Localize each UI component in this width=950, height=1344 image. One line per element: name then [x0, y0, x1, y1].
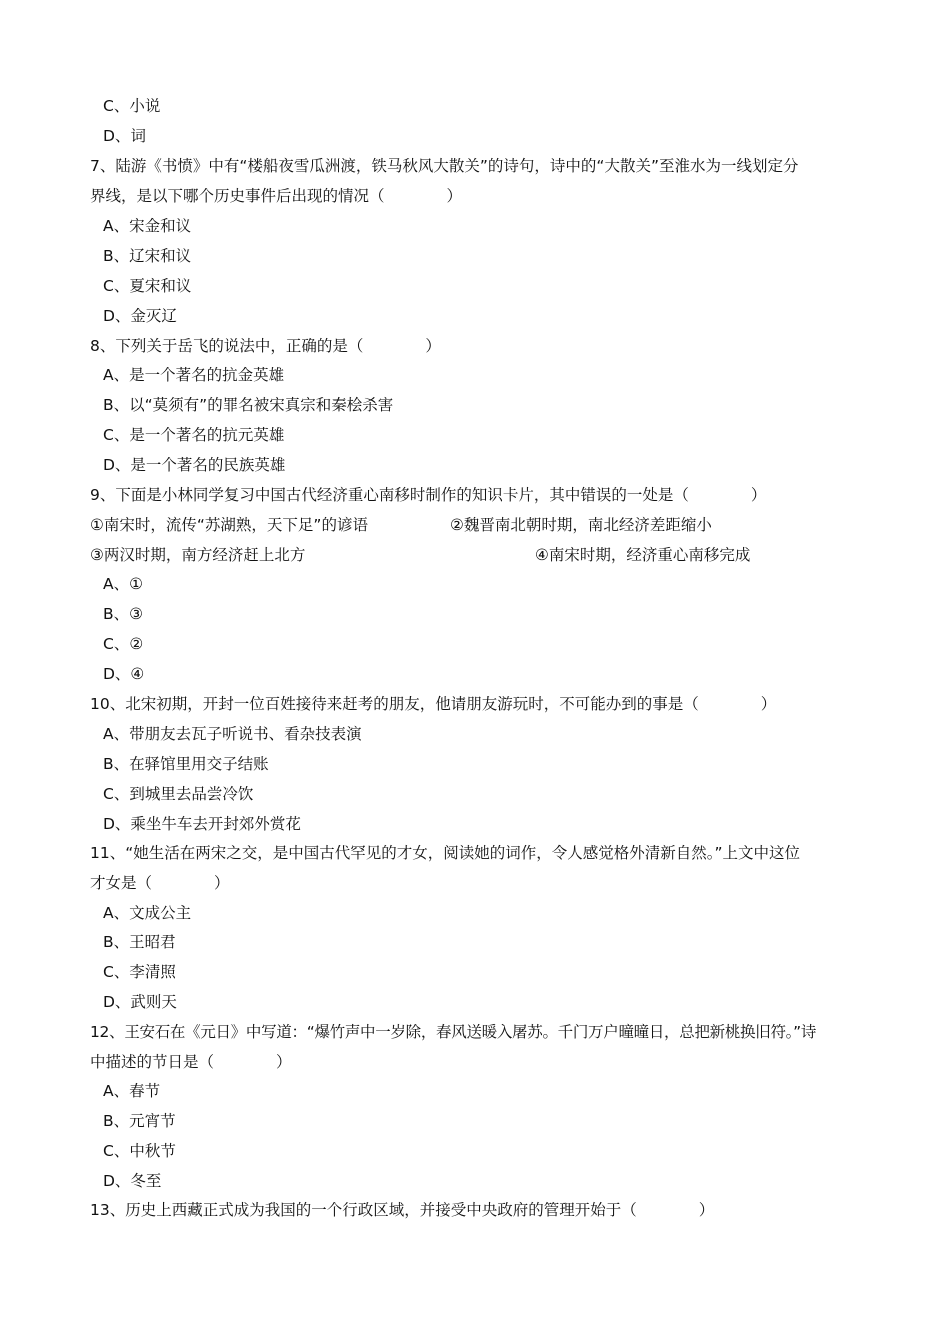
question-7-option-d: D、金灭辽: [103, 307, 177, 325]
question-9-option-a: A、①: [103, 575, 143, 593]
question-11-option-b: B、王昭君: [103, 933, 176, 951]
question-11-option-a: A、文成公主: [103, 904, 192, 922]
question-12-stem: 12、王安石在《元日》中写道：“爆竹声中一岁除，春风送暖入屠苏。千门万户曈曈日，总把新桃换旧符。”诗: [90, 1023, 817, 1041]
question-10-option-b: B、在驿馆里用交子结账: [103, 755, 269, 773]
question-7-option-a: A、宋金和议: [103, 217, 192, 235]
question-8-stem: 8、下列关于岳飞的说法中，正确的是（ ）: [90, 337, 441, 355]
question-10-option-d: D、乘坐牛车去开封郊外赏花: [103, 815, 301, 833]
question-12-option-d: D、冬至: [103, 1172, 162, 1190]
question-13-stem: 13、历史上西藏正式成为我国的一个行政区域，并接受中央政府的管理开始于（ ）: [90, 1201, 715, 1219]
question-9-option-b: B、③: [103, 605, 144, 623]
question-10-stem: 10、北宋初期，开封一位百姓接待来赶考的朋友，他请朋友游玩时，不可能办到的事是（ ）: [90, 695, 777, 713]
question-11-stem: 11、“她生活在两宋之交，是中国古代罕见的才女，阅读她的词作，令人感觉格外清新自然。”上文中这位: [90, 844, 801, 862]
question-12-option-c: C、中秋节: [103, 1142, 176, 1160]
question-9-fact-1: ①南宋时，流传“苏湖熟，天下足”的谚语: [90, 516, 368, 534]
question-10-option-a: A、带朋友去瓦子听说书、看杂技表演: [103, 725, 362, 743]
question-7-stem-cont: 界线，是以下哪个历史事件后出现的情况（ ）: [90, 187, 463, 205]
question-9-fact-3: ③两汉时期，南方经济赶上北方: [90, 546, 306, 564]
question-7-option-c: C、夏宋和议: [103, 277, 192, 295]
question-10-option-c: C、到城里去品尝冷饮: [103, 785, 254, 803]
question-8-option-d: D、是一个著名的民族英雄: [103, 456, 286, 474]
option-d: D、词: [103, 127, 146, 145]
question-9-option-c: C、②: [103, 635, 144, 653]
question-9-fact-2: ②魏晋南北朝时期，南北经济差距缩小: [450, 516, 712, 534]
question-7-option-b: B、辽宋和议: [103, 247, 192, 265]
question-11-stem-cont: 才女是（ ）: [90, 874, 230, 892]
question-12-option-a: A、春节: [103, 1082, 161, 1100]
question-9-stem: 9、下面是小林同学复习中国古代经济重心南移时制作的知识卡片，其中错误的一处是（ ）: [90, 486, 767, 504]
question-9-option-d: D、④: [103, 665, 145, 683]
question-12-stem-cont: 中描述的节日是（ ）: [90, 1053, 292, 1071]
question-11-option-d: D、武则天: [103, 993, 177, 1011]
question-11-option-c: C、李清照: [103, 963, 176, 981]
question-8-option-b: B、以“莫须有”的罪名被宋真宗和秦桧杀害: [103, 396, 394, 414]
option-c: C、小说: [103, 97, 161, 115]
question-9-fact-4: ④南宋时期，经济重心南移完成: [535, 546, 751, 564]
question-7-stem: 7、陆游《书愤》中有“楼船夜雪瓜洲渡，铁马秋风大散关”的诗句，诗中的“大散关”至淮水为一线划定分: [90, 157, 799, 175]
question-8-option-c: C、是一个著名的抗元英雄: [103, 426, 285, 444]
question-8-option-a: A、是一个著名的抗金英雄: [103, 366, 285, 384]
question-12-option-b: B、元宵节: [103, 1112, 176, 1130]
